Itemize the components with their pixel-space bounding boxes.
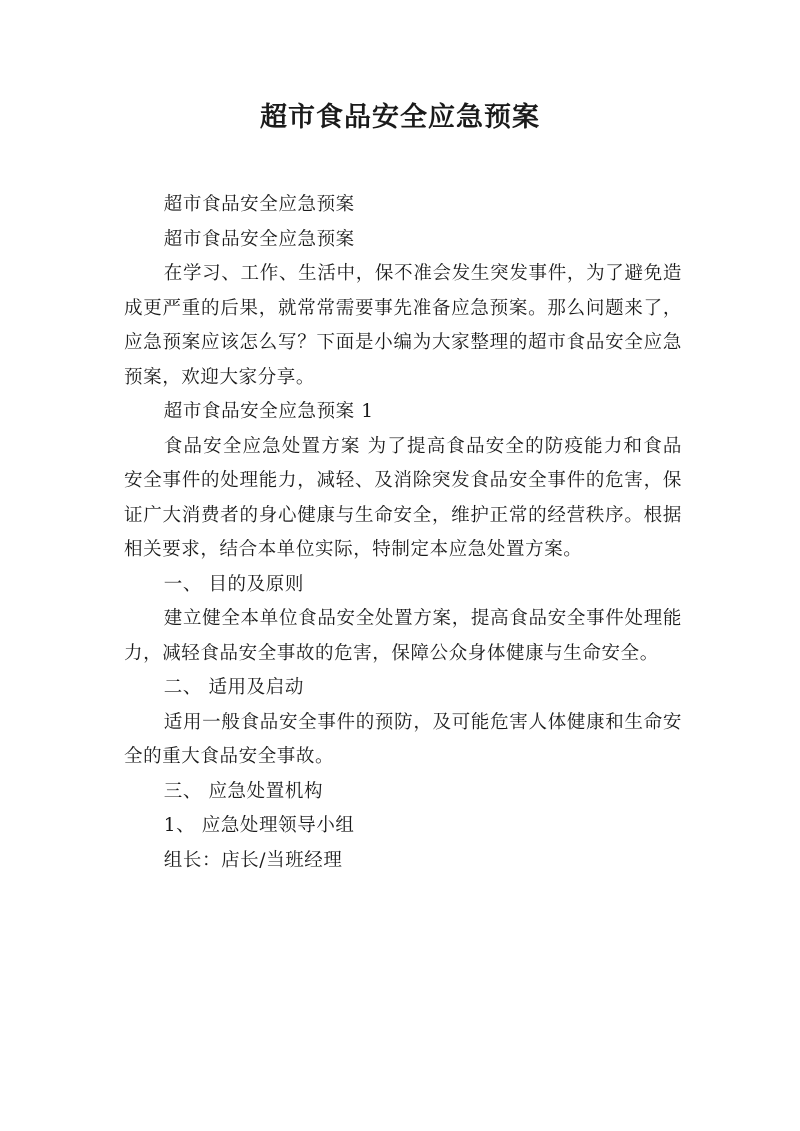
heading-emergency-organization: 三、 应急处置机构 [163, 780, 324, 802]
paragraph-group-leader: 组长：店长/当班经理 [163, 849, 343, 871]
paragraph-purpose: 建立健全本单位食品安全处置方案，提高食品安全事件处理能力，减轻食品安全事故的危害，保障公众身体健康与生命安全。 [124, 608, 682, 664]
heading-scope-activation: 二、 适用及启动 [163, 677, 304, 698]
paragraph-scope: 适用一般食品安全事件的预防，及可能危害人体健康和生命安全的重大食品安全事故。 [124, 711, 682, 767]
paragraph-section-heading: 超市食品安全应急预案 1 [163, 401, 374, 422]
paragraph-subtitle-2: 超市食品安全应急预案 [163, 228, 355, 250]
document-title: 超市食品安全应急预案 [260, 102, 540, 133]
document-body [124, 188, 682, 878]
paragraph-subtitle-1: 超市食品安全应急预案 [163, 194, 355, 215]
heading-purpose-principles: 一、 目的及原则 [163, 573, 304, 595]
paragraph-intro: 在学习、工作、生活中，保不准会发生突发事件，为了避免造成更严重的后果，就常常需要事先准备应急预案。那么问题来了，应急预案应该怎么写？下面是小编为大家整理的超市食品安全应急预案，欢迎大家分享。 [124, 263, 682, 388]
paragraph-plan-overview: 食品安全应急处置方案 为了提高食品安全的防疫能力和食品安全事件的处理能力，减轻、及消除突发食品安全事件的危害，保证广大消费者的身心健康与生命安全，维护正常的经营秩序。根据相关要求，结合本单位实际，特制定本应急处置方案。 [124, 435, 682, 560]
heading-leadership-group: 1、 应急处理领导小组 [163, 815, 355, 836]
